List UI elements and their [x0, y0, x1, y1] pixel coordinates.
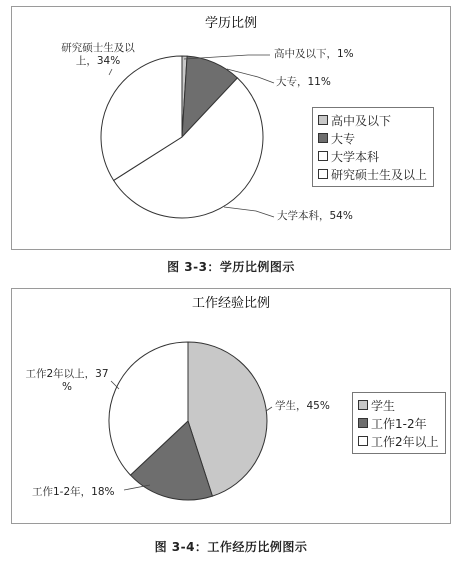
legend-label: 大专	[331, 131, 356, 146]
chart-legend	[312, 107, 434, 187]
work-experience-chart-panel	[11, 288, 451, 524]
legend-swatch	[358, 436, 368, 446]
legend-swatch	[318, 169, 328, 179]
legend-label: 工作2年以上	[371, 434, 439, 449]
figure-caption: 图 3-4：工作经历比例图示	[154, 540, 308, 554]
data-label: 工作1-2年，18%	[32, 486, 115, 498]
legend-swatch	[358, 418, 368, 428]
data-label: 研究硕士生及以上，34%	[61, 42, 135, 67]
data-label: 大专，11%	[276, 76, 331, 88]
legend-item	[318, 111, 427, 129]
legend-item	[358, 414, 439, 432]
chart-title: 工作经验比例	[191, 296, 271, 311]
legend-swatch	[318, 115, 328, 125]
figure-caption: 图 3-3：学历比例图示	[167, 260, 295, 274]
legend-item	[358, 396, 439, 414]
legend-label: 大学本科	[331, 149, 380, 164]
data-label: 高中及以下，1%	[274, 48, 354, 60]
legend-label: 研究硕士生及以上	[331, 167, 428, 182]
education-chart-panel	[11, 6, 451, 250]
legend-swatch	[318, 133, 328, 143]
leader-line	[266, 407, 272, 411]
data-label: 学生，45%	[275, 400, 330, 412]
legend-item	[358, 432, 439, 450]
legend-swatch	[318, 151, 328, 161]
legend-swatch	[358, 400, 368, 410]
legend-label: 学生	[371, 398, 396, 413]
data-label: 大学本科，54%	[277, 210, 353, 222]
legend-label: 工作1-2年	[371, 416, 427, 431]
legend-item	[318, 147, 427, 165]
leader-line	[109, 69, 112, 75]
data-label: 工作2年以上，37 %	[25, 368, 109, 393]
legend-label: 高中及以下	[331, 113, 392, 128]
chart-title: 学历比例	[204, 16, 258, 31]
leader-line	[224, 207, 274, 217]
legend-item	[318, 129, 427, 147]
legend-item	[318, 165, 427, 183]
chart-legend	[352, 392, 446, 454]
